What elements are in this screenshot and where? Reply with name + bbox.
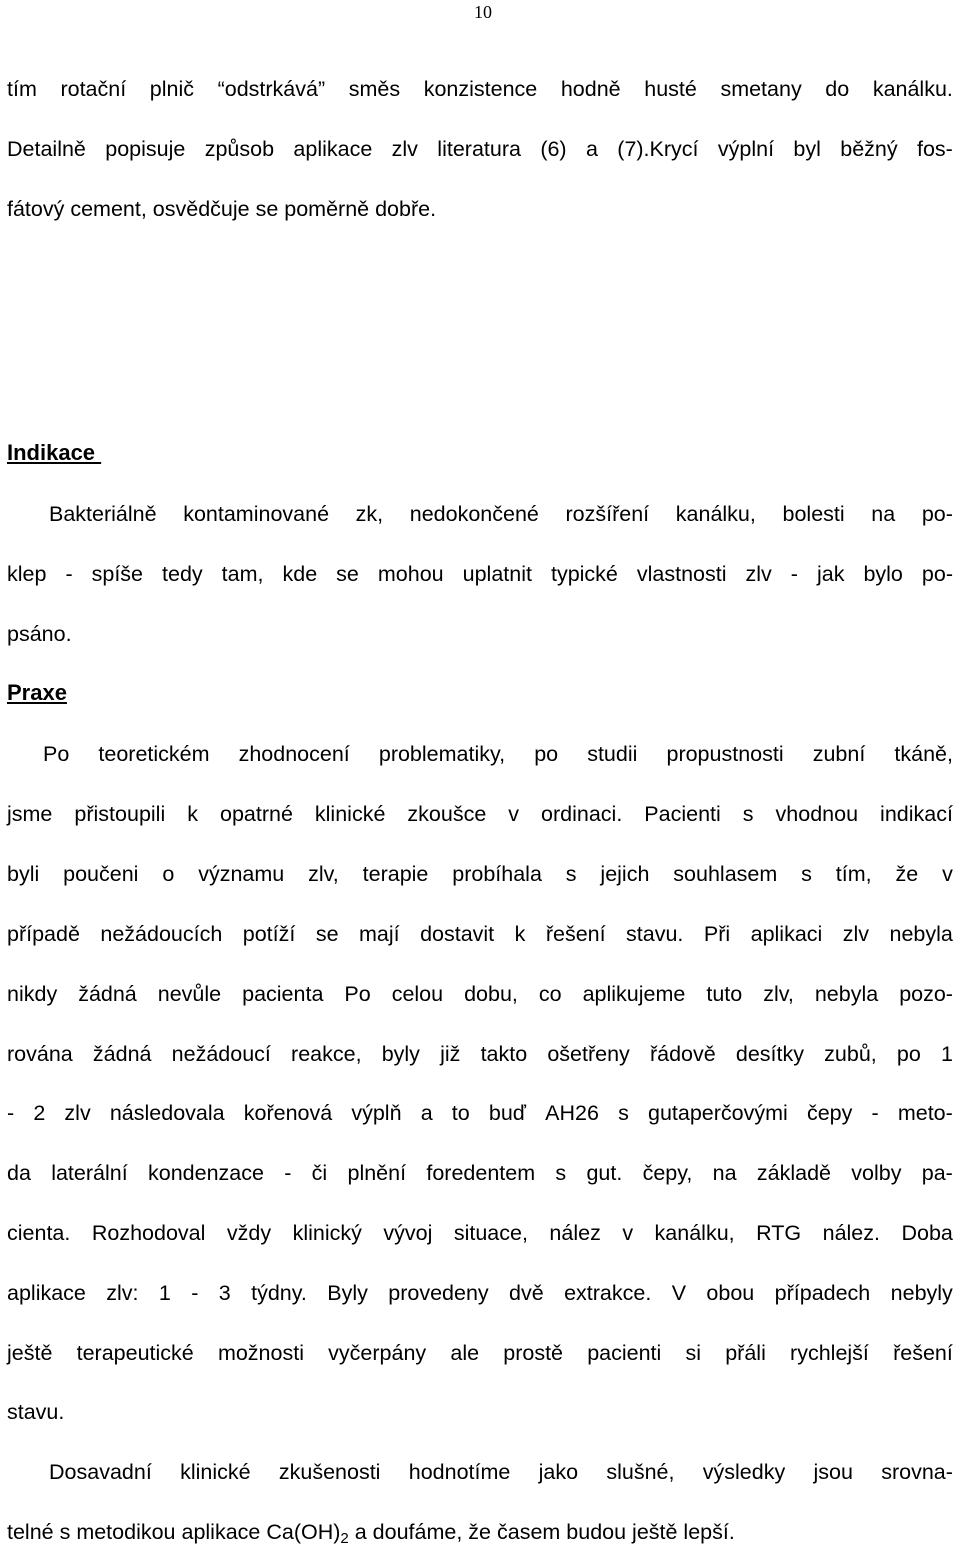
word: žádná <box>92 1042 152 1066</box>
word: fos- <box>916 137 953 161</box>
word: byli <box>7 862 40 886</box>
word: spíše <box>91 562 144 586</box>
word: tkáně, <box>894 742 953 766</box>
word: čepy, <box>642 1161 693 1185</box>
word: o <box>162 862 175 886</box>
word: kondenzace <box>147 1161 264 1185</box>
word: Detailně <box>7 137 86 161</box>
word: popisuje <box>105 137 186 161</box>
word: da <box>7 1161 31 1185</box>
word: v <box>942 862 953 886</box>
word: způsob <box>204 137 275 161</box>
word: řešení <box>545 922 606 946</box>
word: buď <box>488 1101 527 1125</box>
word: a <box>585 137 598 161</box>
word: s <box>555 1161 567 1185</box>
word: k <box>187 802 198 826</box>
word: zkoušce <box>407 802 487 826</box>
word: “odstrkává” <box>217 77 326 101</box>
word: kořenová <box>243 1101 333 1125</box>
word: nález. <box>822 1221 880 1245</box>
word: nikdy <box>7 982 58 1006</box>
word: tím, <box>835 862 872 886</box>
word: kontaminované <box>183 502 330 526</box>
word: možnosti <box>217 1341 304 1365</box>
word: probíhala <box>452 862 542 886</box>
word: nález <box>549 1221 601 1245</box>
word: kanálku. <box>872 77 953 101</box>
word: rotační <box>60 77 127 101</box>
word: Při <box>703 922 731 946</box>
word: Dosavadní <box>49 1460 152 1484</box>
word: týdny. <box>251 1281 307 1305</box>
word: studii <box>587 742 638 766</box>
word: byly <box>381 1042 420 1066</box>
word: - <box>790 562 798 586</box>
praxe-line-2 <box>7 800 953 828</box>
word: do <box>825 77 850 101</box>
word: Rozhodoval <box>91 1221 206 1245</box>
word: jejich <box>600 862 650 886</box>
word: potíží <box>242 922 296 946</box>
word: - <box>7 1101 15 1125</box>
word: (6) <box>540 137 567 161</box>
word: volby <box>851 1161 902 1185</box>
word: 1 <box>941 1042 953 1066</box>
word: desítky <box>735 1042 804 1066</box>
word: po- <box>921 562 953 586</box>
word: a <box>420 1101 433 1125</box>
word: gut. <box>586 1161 623 1185</box>
word: tedy <box>162 562 203 586</box>
conclusion-line-1 <box>49 1458 953 1486</box>
word: obou <box>706 1281 755 1305</box>
word: plnič <box>149 77 194 101</box>
praxe-line-3 <box>7 860 953 888</box>
word: typické <box>550 562 618 586</box>
word: rována <box>7 1042 73 1066</box>
word: nebyla <box>814 982 879 1006</box>
word: - <box>65 562 73 586</box>
word: hodnotíme <box>408 1460 511 1484</box>
word: smetany <box>720 77 802 101</box>
word: husté <box>644 77 697 101</box>
word: zlv <box>64 1101 91 1125</box>
word: aplikaci <box>750 922 823 946</box>
word: se <box>336 562 359 586</box>
conclusion-line-2 <box>7 1518 953 1546</box>
word: tím <box>7 77 37 101</box>
word: žádná <box>78 982 137 1006</box>
word: zlv <box>745 562 772 586</box>
word: rychlejší <box>790 1341 869 1365</box>
word: reakce, <box>291 1042 362 1066</box>
praxe-line-12: stavu. <box>7 1400 65 1424</box>
page-number: 10 <box>474 2 492 22</box>
word: s <box>565 862 577 886</box>
word: vlastnosti <box>636 562 727 586</box>
word: případě <box>7 922 80 946</box>
word: již <box>440 1042 461 1066</box>
word: se <box>315 922 339 946</box>
word: 1 <box>158 1281 171 1305</box>
word: plnění <box>347 1161 407 1185</box>
word: na <box>871 502 896 526</box>
word: aplikace <box>293 137 373 161</box>
word: foredentem <box>426 1161 536 1185</box>
word: kde <box>282 562 318 586</box>
word: s <box>618 1101 629 1125</box>
word: vyčerpány <box>328 1341 427 1365</box>
word: indikací <box>880 802 953 826</box>
word: směs <box>348 77 401 101</box>
word: byl <box>793 137 821 161</box>
word: - <box>871 1101 879 1125</box>
word: terapeutické <box>76 1341 194 1365</box>
word: klinický <box>292 1221 362 1245</box>
praxe-heading: Praxe <box>7 680 67 705</box>
word: konzistence <box>423 77 538 101</box>
word: v <box>508 802 520 826</box>
praxe-line-7 <box>7 1099 953 1127</box>
word: AH26 <box>545 1101 599 1125</box>
word: vždy <box>226 1221 272 1245</box>
word: zlv <box>842 922 870 946</box>
word: cienta. <box>7 1221 71 1245</box>
word: kanálku, <box>654 1221 735 1245</box>
word: si <box>685 1341 702 1365</box>
para1-line-2 <box>7 135 953 163</box>
word: RTG <box>756 1221 802 1245</box>
praxe-line-1 <box>43 740 953 768</box>
word: zk, <box>355 502 384 526</box>
word: jsme <box>7 802 53 826</box>
praxe-line-6 <box>7 1040 953 1068</box>
word: nebyly <box>890 1281 953 1305</box>
indikace-line-1 <box>49 500 953 528</box>
word: ještě <box>7 1341 53 1365</box>
word: V <box>671 1281 687 1305</box>
word: tam, <box>221 562 264 586</box>
word: souhlasem <box>673 862 778 886</box>
word: slušné, <box>606 1460 675 1484</box>
praxe-line-5 <box>7 980 953 1008</box>
word: případech <box>774 1281 871 1305</box>
subscript-2: 2 <box>340 1529 349 1547</box>
word: že <box>895 862 919 886</box>
word: nedokončené <box>409 502 539 526</box>
word: dobu, <box>464 982 518 1006</box>
word: čepy <box>806 1101 853 1125</box>
word: na <box>712 1161 737 1185</box>
word: 3 <box>218 1281 231 1305</box>
word: s <box>742 802 754 826</box>
word: s <box>801 862 812 886</box>
word: meto- <box>897 1101 953 1125</box>
word: dvě <box>509 1281 544 1305</box>
word: po <box>896 1042 921 1066</box>
word: bolesti <box>782 502 845 526</box>
word: situace, <box>453 1221 528 1245</box>
word: Pacienti <box>644 802 721 826</box>
word: významu <box>198 862 285 886</box>
word: gutaperčovými <box>647 1101 788 1125</box>
word: k <box>514 922 526 946</box>
word: zlv, <box>763 982 794 1006</box>
word: nevůle <box>157 982 222 1006</box>
word: klinické <box>314 802 386 826</box>
word: (7).Krycí <box>617 137 699 161</box>
word: nežádoucí <box>171 1042 271 1066</box>
word: klinické <box>180 1460 251 1484</box>
word: aplikace <box>7 1281 86 1305</box>
word: řešení <box>893 1341 953 1365</box>
word: jako <box>538 1460 579 1484</box>
para1-line-3: fátový cement, osvědčuje se poměrně dobře. <box>7 197 437 221</box>
word: výplň <box>351 1101 402 1125</box>
word: jak <box>816 562 845 586</box>
word: přáli <box>725 1341 766 1365</box>
praxe-line-9 <box>7 1219 953 1247</box>
word: Po <box>43 742 70 766</box>
word: srovna- <box>881 1460 953 1484</box>
word: výsledky <box>702 1460 786 1484</box>
word: rozšíření <box>565 502 650 526</box>
word: ošetřeny <box>547 1042 630 1066</box>
word: zhodnocení <box>238 742 350 766</box>
word: celou <box>391 982 444 1006</box>
word: klep <box>7 562 47 586</box>
word: nebyla <box>889 922 953 946</box>
word: mohou <box>377 562 444 586</box>
word: zlv, <box>308 862 339 886</box>
word: Byly <box>327 1281 368 1305</box>
word: bylo <box>863 562 903 586</box>
word: teoretickém <box>98 742 210 766</box>
praxe-line-8 <box>7 1159 953 1187</box>
praxe-line-11 <box>7 1339 953 1367</box>
word: vhodnou <box>775 802 859 826</box>
word: vývoj <box>383 1221 433 1245</box>
word: aplikujeme <box>582 982 686 1006</box>
word: v <box>622 1221 634 1245</box>
word: ale <box>450 1341 480 1365</box>
word: řádově <box>649 1042 716 1066</box>
word: či <box>311 1161 328 1185</box>
word: Doba <box>901 1221 953 1245</box>
praxe-line-10 <box>7 1279 953 1307</box>
word: nežádoucích <box>100 922 223 946</box>
word: přistoupili <box>74 802 166 826</box>
word: tuto <box>706 982 743 1006</box>
word: opatrné <box>219 802 293 826</box>
conclusion-text-a: telné s metodikou aplikace Ca(OH) <box>7 1520 341 1544</box>
word: po <box>534 742 559 766</box>
word: terapie <box>362 862 429 886</box>
word: pa- <box>921 1161 953 1185</box>
word: to <box>451 1101 470 1125</box>
word: stavu. <box>626 922 684 946</box>
indikace-heading: Indikace <box>7 440 102 465</box>
word: literatura <box>437 137 521 161</box>
word: po- <box>921 502 953 526</box>
indikace-line-2 <box>7 560 953 588</box>
word: základě <box>756 1161 831 1185</box>
praxe-line-4 <box>7 920 953 948</box>
word: mají <box>358 922 400 946</box>
word: zlv <box>391 137 418 161</box>
word: pozo- <box>899 982 953 1006</box>
word: zlv: <box>106 1281 139 1305</box>
word: zubů, <box>824 1042 877 1066</box>
word: Po <box>344 982 371 1006</box>
word: výplní <box>717 137 775 161</box>
word: - <box>191 1281 199 1305</box>
word: dostavit <box>420 922 495 946</box>
word: hodně <box>560 77 621 101</box>
word: jsou <box>813 1460 853 1484</box>
word: zubní <box>812 742 866 766</box>
word: zkušenosti <box>278 1460 381 1484</box>
word: 2 <box>33 1101 46 1125</box>
word: pacienti <box>587 1341 662 1365</box>
word: - <box>284 1161 292 1185</box>
word: ordinaci. <box>541 802 623 826</box>
word: běžný <box>840 137 898 161</box>
word: pacienta <box>242 982 324 1006</box>
word: poučeni <box>63 862 139 886</box>
word: takto <box>480 1042 528 1066</box>
word: extrakce. <box>564 1281 652 1305</box>
word: kanálku, <box>675 502 756 526</box>
word: laterální <box>51 1161 128 1185</box>
word: problematiky, <box>378 742 506 766</box>
word: Bakteriálně <box>49 502 157 526</box>
word: následovala <box>109 1101 225 1125</box>
word: propustnosti <box>666 742 784 766</box>
word: provedeny <box>388 1281 489 1305</box>
indikace-line-3: psáno. <box>7 622 72 646</box>
word: prostě <box>503 1341 564 1365</box>
word: uplatnit <box>462 562 532 586</box>
word: co <box>538 982 562 1006</box>
para1-line-1 <box>7 75 953 103</box>
conclusion-text-b: a doufáme, že časem budou ještě lepší. <box>348 1520 735 1544</box>
